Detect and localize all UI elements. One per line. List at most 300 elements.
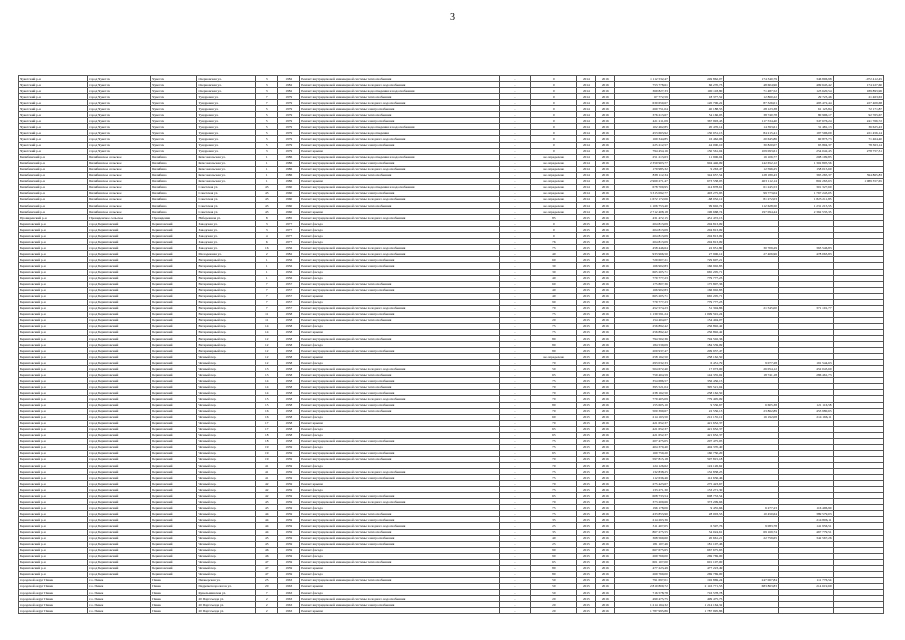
cell-locality: Певек: [151, 583, 197, 589]
cell-total-cost: 133 271,30: [615, 487, 670, 493]
cell-year-built: 1986: [278, 160, 300, 166]
cell-year-built: 1958: [278, 372, 300, 378]
cell-year-start: 2015: [577, 535, 596, 541]
cell-year-start: 2015: [577, 505, 596, 511]
cell-year-end: 2016: [596, 227, 615, 233]
cell-year-end: 2016: [596, 287, 615, 293]
cell-total-cost: 354 686,57: [615, 378, 670, 384]
cell-settlement: г.о. Певек: [88, 596, 151, 602]
cell-settlement: город Беринговский: [88, 511, 151, 517]
cell-locality: Чукотск: [151, 148, 197, 154]
cell-mark: -: [499, 215, 530, 221]
cell-municipality: Билибинский р-н: [19, 209, 88, 215]
cell-year-start: 2015: [577, 499, 596, 505]
cell-settlement: г.о. Певек: [88, 583, 151, 589]
cell-settlement: город Беринговский: [88, 329, 151, 335]
cell-settlement: город Беринговский: [88, 481, 151, 487]
cell-work-type: Ремонт крыши: [300, 583, 499, 589]
cell-street: Чечный пер.: [197, 553, 256, 559]
cell-mark: -: [499, 305, 530, 311]
cell-year-built: 1977: [278, 239, 300, 245]
cell-mark: -: [499, 378, 530, 384]
cell-year-start: 2015: [577, 517, 596, 523]
cell-wear: 0: [531, 100, 577, 106]
cell-year-built: 1977: [278, 221, 300, 227]
cell-settlement: город Беринговский: [88, 269, 151, 275]
cell-year-end: 2016: [596, 136, 615, 142]
cell-locality: Беринговский: [151, 426, 197, 432]
cell-work-type: Ремонт фасада: [300, 553, 499, 559]
cell-cost-regional: 12 596,25: [724, 166, 779, 172]
cell-municipality: городской округ Певек: [19, 602, 88, 608]
cell-year-end: 2016: [596, 450, 615, 456]
cell-municipality: Беринговский р-н: [19, 541, 88, 547]
cell-settlement: город Беринговский: [88, 475, 151, 481]
cell-work-type: Ремонт фасада: [300, 589, 499, 595]
cell-wear: 20: [531, 608, 577, 614]
cell-cost-federal: 404 370,40: [669, 444, 724, 450]
cell-cost-regional: 117 534,40: [724, 118, 779, 124]
cell-street: Ветеринарный пер.: [197, 275, 256, 281]
cell-settlement: город Беринговский: [88, 402, 151, 408]
cell-cost-owners: 174 227,60: [833, 82, 883, 88]
cell-settlement: город Чукотск: [88, 118, 151, 124]
cell-mark: -: [499, 499, 530, 505]
cell-mark: -: [499, 372, 530, 378]
cell-year-built: 1960: [278, 209, 300, 215]
cell-year-end: 2016: [596, 420, 615, 426]
cell-mark: -: [499, 475, 530, 481]
cell-cost-federal: 256 892,42: [669, 329, 724, 335]
cell-municipality: Беринговский р-н: [19, 378, 88, 384]
cell-street: Ветеринарный пер.: [197, 257, 256, 263]
cell-year-end: 2016: [596, 323, 615, 329]
cell-cost-owners: 92 765,67: [833, 112, 883, 118]
cell-settlement: город Беринговский: [88, 517, 151, 523]
cell-year-end: 2016: [596, 589, 615, 595]
cell-house-number: 7: [256, 281, 278, 287]
cell-year-built: 1958: [278, 360, 300, 366]
cell-year-end: 2016: [596, 402, 615, 408]
cell-street: Заводская ул.: [197, 227, 256, 233]
cell-total-cost: 667 675,65: [615, 547, 670, 553]
cell-wear: 75: [531, 323, 577, 329]
cell-street: Кунельшинская ул.: [197, 589, 256, 595]
cell-total-cost: 404 370,40: [615, 444, 670, 450]
cell-mark: -: [499, 469, 530, 475]
cell-wear: 25: [531, 541, 577, 547]
cell-total-cost: 269 769,00: [615, 571, 670, 577]
cell-year-end: 2016: [596, 305, 615, 311]
cell-year-built: 1986: [278, 154, 300, 160]
cell-locality: Беринговский: [151, 517, 197, 523]
cell-cost-local: 1 823 211,83: [778, 196, 833, 202]
cell-total-cost: 293 032,33: [615, 360, 670, 366]
cell-street: Чечный пер.: [197, 450, 256, 456]
cell-cost-owners: 72 171,87: [833, 106, 883, 112]
cell-settlement: г.о. Певек: [88, 602, 151, 608]
cell-work-type: Ремонт фасада: [300, 239, 499, 245]
cell-municipality: Беринговский р-н: [19, 475, 88, 481]
repair-program-table: [18, 75, 884, 614]
cell-wear: 70: [531, 384, 577, 390]
cell-year-end: 2016: [596, 565, 615, 571]
cell-street: Ветеринарный пер.: [197, 263, 256, 269]
cell-house-number: 1: [256, 160, 278, 166]
cell-total-cost: 630 650,67: [615, 100, 670, 106]
cell-year-start: 2015: [577, 450, 596, 456]
cell-wear: не определено: [531, 196, 577, 202]
cell-year-start: 2015: [577, 529, 596, 535]
cell-year-built: 1959: [278, 529, 300, 535]
cell-locality: Билибино: [151, 172, 197, 178]
cell-cost-local: 802 263,63: [778, 178, 833, 184]
cell-year-built: 1959: [278, 469, 300, 475]
cell-mark: -: [499, 148, 530, 154]
cell-year-start: 2015: [577, 481, 596, 487]
cell-street: Советская ул.: [197, 202, 256, 208]
cell-settlement: город Беринговский: [88, 245, 151, 251]
cell-municipality: Беринговский р-н: [19, 372, 88, 378]
cell-house-number: 18: [256, 432, 278, 438]
cell-municipality: Провиденский р-н: [19, 215, 88, 221]
cell-mark: -: [499, 227, 530, 233]
cell-year-start: 2015: [577, 565, 596, 571]
cell-cost-local: 80 996,17: [778, 112, 833, 118]
cell-total-cost: 794 454,16: [615, 148, 670, 154]
cell-locality: Беринговский: [151, 323, 197, 329]
cell-house-number: 41: [256, 469, 278, 475]
cell-street: Чечный пер.: [197, 390, 256, 396]
cell-cost-local: 365 265,37: [778, 172, 833, 178]
cell-total-cost: 867 275,55: [615, 529, 670, 535]
cell-year-built: 1959: [278, 517, 300, 523]
cell-cost-federal: 1 787 995,86: [669, 608, 724, 614]
cell-cost-federal: 779 405,09: [669, 396, 724, 402]
cell-cost-federal: 181 107,46: [669, 541, 724, 547]
cell-cost-regional: 27 406,96: [724, 251, 779, 257]
cell-cost-owners: 78 363,14: [833, 142, 883, 148]
cell-wear: 0: [531, 88, 577, 94]
cell-year-start: 2015: [577, 438, 596, 444]
cell-house-number: 17: [256, 420, 278, 426]
cell-street: Чечный пер.: [197, 493, 256, 499]
cell-year-built: 1959: [278, 487, 300, 493]
cell-wear: 0: [531, 142, 577, 148]
cell-municipality: Беринговский р-н: [19, 571, 88, 577]
cell-municipality: Беринговский р-н: [19, 354, 88, 360]
cell-settlement: город Чукотск: [88, 88, 151, 94]
cell-year-end: 2016: [596, 172, 615, 178]
cell-work-type: Ремонт внутридомовой инженерной системы холодного водоснабжения: [300, 251, 499, 257]
cell-year-start: 2014: [577, 130, 596, 136]
cell-total-cost: 421 211,09: [615, 118, 670, 124]
cell-street: Чечный пер.: [197, 396, 256, 402]
cell-street: Чечный пер.: [197, 438, 256, 444]
cell-work-type: Ремонт фасада: [300, 221, 499, 227]
cell-mark: -: [499, 505, 530, 511]
cell-year-end: 2016: [596, 475, 615, 481]
cell-year-built: 1958: [278, 402, 300, 408]
cell-cost-owners: [833, 608, 883, 614]
cell-total-cost: 260 751,04: [615, 106, 670, 112]
cell-mark: -: [499, 366, 530, 372]
cell-year-built: 1958: [278, 408, 300, 414]
cell-settlement: город Беринговский: [88, 384, 151, 390]
cell-year-end: 2016: [596, 354, 615, 360]
cell-house-number: 19: [256, 456, 278, 462]
cell-municipality: Беринговский р-н: [19, 239, 88, 245]
cell-locality: Беринговский: [151, 571, 197, 577]
cell-settlement: Провиденское сельское: [88, 215, 151, 221]
cell-mark: -: [499, 577, 530, 583]
cell-wear: 0: [531, 76, 577, 82]
cell-mark: -: [499, 130, 530, 136]
cell-cost-federal: 17 073,00: [669, 366, 724, 372]
cell-total-cost: 258 162,50: [615, 354, 670, 360]
cell-year-end: 2016: [596, 118, 615, 124]
cell-locality: Беринговский: [151, 402, 197, 408]
cell-street: Ветеринарный пер.: [197, 281, 256, 287]
cell-municipality: Билибинский р-н: [19, 160, 88, 166]
cell-wear: не определено: [531, 354, 577, 360]
cell-cost-federal: 2 116 771,53: [669, 583, 724, 589]
cell-year-built: 1956: [278, 245, 300, 251]
cell-cost-federal: 904 446,09: [669, 160, 724, 166]
cell-year-end: 2016: [596, 438, 615, 444]
cell-work-type: Ремонт внутридомовой инженерной системы холодного водоснабжения: [300, 523, 499, 529]
cell-wear: 65: [531, 372, 577, 378]
cell-total-cost: 196 178,06: [615, 505, 670, 511]
cell-street: Молодежная ул.: [197, 251, 256, 257]
cell-mark: -: [499, 166, 530, 172]
cell-mark: -: [499, 184, 530, 190]
cell-municipality: Чукотский р-н: [19, 106, 88, 112]
cell-locality: Беринговский: [151, 305, 197, 311]
cell-work-type: Ремонт фасада: [300, 571, 499, 577]
cell-house-number: 43: [256, 202, 278, 208]
cell-municipality: Беринговский р-н: [19, 275, 88, 281]
cell-locality: Беринговский: [151, 559, 197, 565]
cell-house-number: 2: [256, 608, 278, 614]
cell-house-number: 25: [256, 577, 278, 583]
cell-cost-federal: 356 456,15: [669, 378, 724, 384]
cell-settlement: город Беринговский: [88, 396, 151, 402]
cell-wear: 40: [531, 275, 577, 281]
cell-cost-local: [778, 608, 833, 614]
cell-municipality: Беринговский р-н: [19, 547, 88, 553]
cell-settlement: город Беринговский: [88, 450, 151, 456]
cell-work-type: Ремонт фасада: [300, 505, 499, 511]
cell-settlement: Билибинское сельское: [88, 190, 151, 196]
cell-year-built: 1958: [278, 317, 300, 323]
cell-locality: Чукотск: [151, 76, 197, 82]
cell-house-number: 45: [256, 541, 278, 547]
cell-settlement: Билибинское сельское: [88, 202, 151, 208]
cell-street: Чечный пер.: [197, 523, 256, 529]
cell-mark: -: [499, 88, 530, 94]
cell-street: Тундровая ул.: [197, 142, 256, 148]
cell-work-type: Ремонт фасада: [300, 299, 499, 305]
cell-wear: 70: [531, 390, 577, 396]
cell-settlement: город Чукотск: [88, 130, 151, 136]
cell-street: Озерновская ул.: [197, 82, 256, 88]
cell-total-cost: 204 813,09: [615, 233, 670, 239]
cell-mark: -: [499, 517, 530, 523]
cell-street: Тундровая ул.: [197, 124, 256, 130]
cell-mark: -: [499, 444, 530, 450]
cell-house-number: 16: [256, 414, 278, 420]
cell-year-end: 2016: [596, 426, 615, 432]
cell-cost-federal: 779 777,23: [669, 299, 724, 305]
cell-cost-regional: 247 067,84: [724, 577, 779, 583]
cell-year-end: 2016: [596, 317, 615, 323]
cell-settlement: город Беринговский: [88, 293, 151, 299]
cell-year-end: 2016: [596, 106, 615, 112]
cell-total-cost: 207 475,05: [615, 438, 670, 444]
cell-wear: 70: [531, 481, 577, 487]
cell-year-end: 2016: [596, 190, 615, 196]
cell-year-built: 1959: [278, 553, 300, 559]
cell-mark: -: [499, 438, 530, 444]
cell-municipality: городской округ Певек: [19, 577, 88, 583]
cell-municipality: Беринговский р-н: [19, 505, 88, 511]
cell-total-cost: 275 423,67: [615, 481, 670, 487]
cell-work-type: Ремонт внутридомовой инженерной системы холодного водоснабжения: [300, 215, 499, 221]
cell-cost-federal: 20 661,21: [669, 535, 724, 541]
cell-year-end: 2016: [596, 130, 615, 136]
cell-work-type: Ремонт фасада: [300, 547, 499, 553]
cell-cost-regional: 6 277,23: [724, 505, 779, 511]
cell-work-type: Ремонт фасада: [300, 342, 499, 348]
cell-house-number: 44: [256, 517, 278, 523]
cell-mark: -: [499, 257, 530, 263]
cell-street: Озерновская ул.: [197, 88, 256, 94]
cell-year-built: 1959: [278, 450, 300, 456]
cell-municipality: Беринговский р-н: [19, 269, 88, 275]
cell-work-type: Ремонт внутридомовой инженерной системы холодного водоснабжения: [300, 305, 499, 311]
cell-mark: -: [499, 559, 530, 565]
cell-mark: -: [499, 529, 530, 535]
cell-street: Озерновская ул.: [197, 76, 256, 82]
cell-house-number: 3: [256, 88, 278, 94]
cell-work-type: Ремонт внутридомовой инженерной системы электроснабжения: [300, 517, 499, 523]
cell-total-cost: 779 405,09: [615, 396, 670, 402]
cell-total-cost: 499 475,75: [615, 596, 670, 602]
cell-total-cost: 184 539,09: [615, 342, 670, 348]
cell-year-end: 2016: [596, 196, 615, 202]
cell-wear: 20: [531, 602, 577, 608]
cell-municipality: Беринговский р-н: [19, 517, 88, 523]
cell-total-cost: 395 521,04: [615, 384, 670, 390]
cell-wear: 50: [531, 366, 577, 372]
cell-year-start: 2015: [577, 245, 596, 251]
cell-cost-federal: 18 377,52: [669, 94, 724, 100]
cell-cost-federal: 493 275,95: [669, 190, 724, 196]
cell-locality: Беринговский: [151, 523, 197, 529]
cell-house-number: 7: [256, 589, 278, 595]
cell-house-number: 46: [256, 553, 278, 559]
cell-cost-regional: 403 112,14: [724, 178, 779, 184]
cell-year-end: 2016: [596, 94, 615, 100]
cell-locality: Певек: [151, 577, 197, 583]
cell-cost-federal: 431 472,15: [669, 215, 724, 221]
cell-year-start: 2015: [577, 589, 596, 595]
cell-year-start: 2015: [577, 317, 596, 323]
cell-municipality: Беринговский р-н: [19, 396, 88, 402]
cell-cost-regional: 6 605,38: [724, 402, 779, 408]
cell-street: Советская ул.: [197, 209, 256, 215]
cell-cost-federal: 395 521,04: [669, 384, 724, 390]
cell-work-type: Ремонт внутридомовой инженерной системы электроснабжения: [300, 450, 499, 456]
cell-total-cost: 1 214 164,32: [615, 602, 670, 608]
cell-house-number: 14: [256, 378, 278, 384]
cell-year-start: 2015: [577, 305, 596, 311]
cell-wear: 20: [531, 317, 577, 323]
cell-street: Пионерская ул.: [197, 577, 256, 583]
cell-year-start: 2015: [577, 329, 596, 335]
cell-year-start: 2015: [577, 281, 596, 287]
cell-year-end: 2016: [596, 245, 615, 251]
cell-house-number: 11: [256, 311, 278, 317]
cell-wear: 70: [531, 420, 577, 426]
cell-cost-local: 214 619,69: [778, 583, 833, 589]
cell-mark: -: [499, 154, 530, 160]
cell-year-end: 2016: [596, 432, 615, 438]
cell-year-end: 2016: [596, 583, 615, 589]
cell-cost-local: 495 472,44: [778, 100, 833, 106]
cell-house-number: 1: [256, 178, 278, 184]
cell-mark: -: [499, 456, 530, 462]
cell-cost-federal: 275 423,67: [669, 481, 724, 487]
cell-settlement: город Чукотск: [88, 76, 151, 82]
cell-house-number: 15: [256, 402, 278, 408]
cell-year-start: 2014: [577, 94, 596, 100]
cell-house-number: 44: [256, 523, 278, 529]
cell-total-cost: 933 966,50: [615, 251, 670, 257]
cell-municipality: Беринговский р-н: [19, 263, 88, 269]
cell-house-number: 19: [256, 450, 278, 456]
cell-street: Чечный пер.: [197, 408, 256, 414]
cell-year-start: 2015: [577, 402, 596, 408]
cell-mark: -: [499, 463, 530, 469]
cell-street: 20 Партсъезда ул.: [197, 608, 256, 614]
cell-work-type: Ремонт внутридомовой инженерной системы электроснабжения: [300, 142, 499, 148]
cell-cost-local: 29 723,46: [778, 94, 833, 100]
cell-work-type: Ремонт внутридомовой инженерной системы электроснабжения: [300, 118, 499, 124]
cell-wear: не определено: [531, 178, 577, 184]
cell-total-cost: 204 813,09: [615, 221, 670, 227]
cell-year-start: 2015: [577, 336, 596, 342]
cell-year-start: 2015: [577, 269, 596, 275]
cell-year-built: 1963: [278, 608, 300, 614]
cell-year-end: 2016: [596, 517, 615, 523]
cell-municipality: Билибинский р-н: [19, 172, 88, 178]
cell-mark: -: [499, 565, 530, 571]
repair-program-table-wrapper: [18, 75, 884, 614]
cell-year-built: 1963: [278, 583, 300, 589]
cell-settlement: город Чукотск: [88, 148, 151, 154]
cell-cost-local: 141 956,51: [778, 523, 833, 529]
cell-locality: Беринговский: [151, 565, 197, 571]
cell-municipality: Беринговский р-н: [19, 535, 88, 541]
cell-work-type: Ремонт внутридомовой инженерной системы электроснабжения: [300, 402, 499, 408]
cell-municipality: Беринговский р-н: [19, 553, 88, 559]
cell-house-number: 43: [256, 499, 278, 505]
cell-cost-local: 467 779,51: [778, 529, 833, 535]
cell-municipality: Билибинский р-н: [19, 184, 88, 190]
cell-locality: Певек: [151, 608, 197, 614]
